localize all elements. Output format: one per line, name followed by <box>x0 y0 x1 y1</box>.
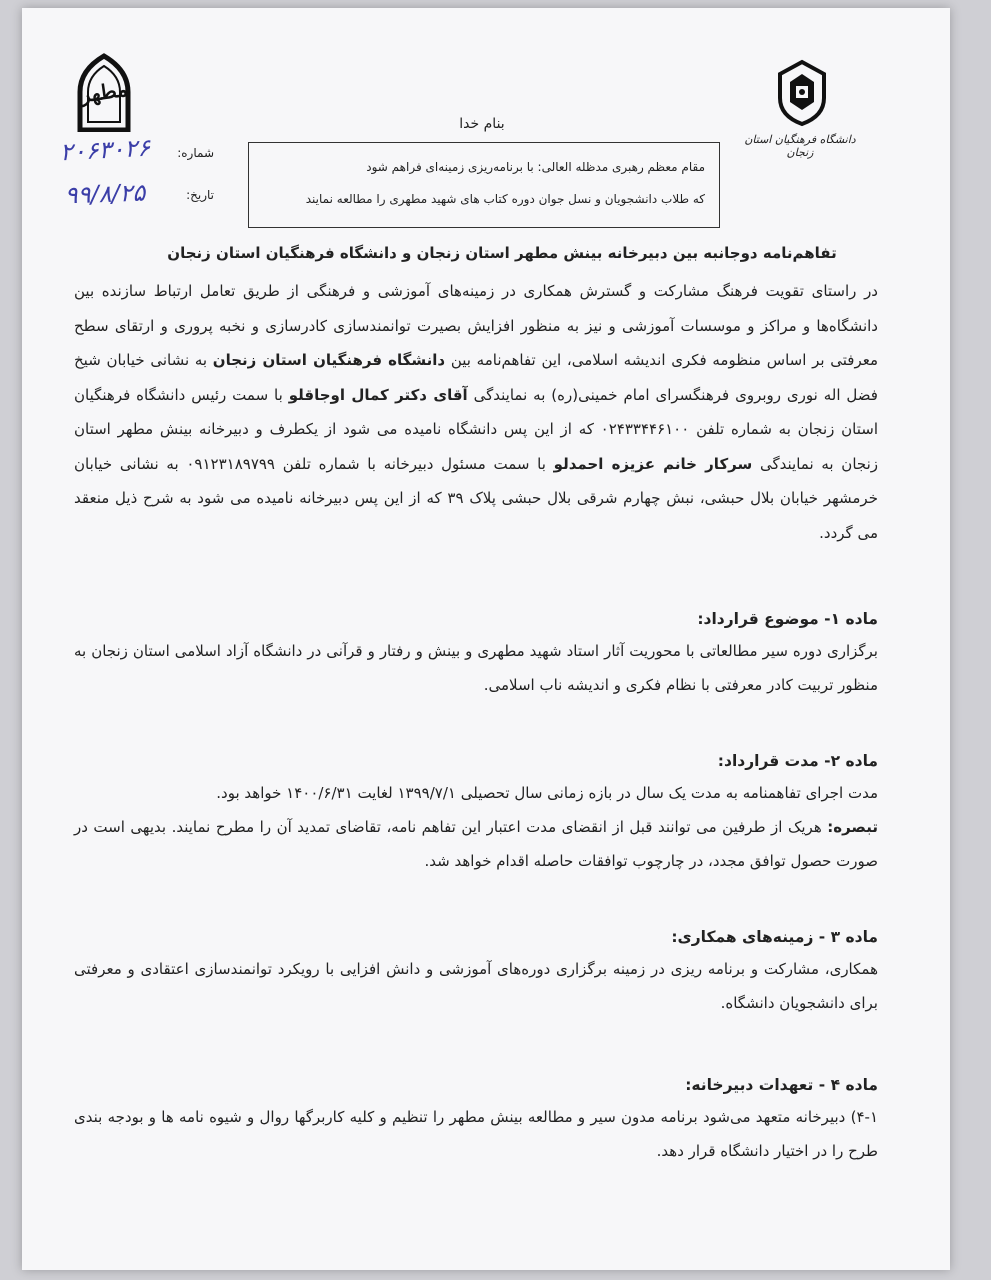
intro-text-2: به نشانی خیابان شیخ فضل اله نوری روبروی فرهنگسرای امام خمینی(ره) به نمایندگی <box>74 351 878 404</box>
university-representative: آقای دکتر کمال اوجاقلو <box>288 385 468 404</box>
date-label: تاریخ: <box>186 188 214 202</box>
article-4-text: ۴-۱) دبیرخانه متعهد می‌شود برنامه مدون سیر و مطالعه بینش مطهر را تنظیم و کلیه کاربرگها روال و شیوه نامه ها و بودجه بندی طرح را در اختیار دانشگاه قرار دهد. <box>74 1108 878 1160</box>
quote-line-1: مقام معظم رهبری مدظله العالی: با برنامه‌ریزی زمینه‌ای فراهم شود <box>366 160 705 174</box>
secretariat-representative: سرکار خانم عزیزه احمدلو <box>553 454 753 473</box>
intro-paragraph <box>74 274 878 550</box>
article-2-text: مدت اجرای تفاهمنامه به مدت یک سال در بازه زمانی سال تحصیلی ۱۳۹۹/۷/۱ لغایت ۱۴۰۰/۶/۳۱ خواهد بود. <box>216 784 878 802</box>
leader-quote-box <box>248 142 720 228</box>
article-1-heading: ماده ۱- موضوع قرارداد: <box>697 610 878 628</box>
binesh-motahar-logo-text: مطهر <box>78 76 130 108</box>
intro-text-3: با سمت رئیس دانشگاه فرهنگیان استان زنجان به شماره تلفن ۰۲۴۳۳۴۴۶۱۰۰ که از این پس دانشگاه نامیده می شود از یکطرف و دبیرخانه بینش مطهر استان زنجان به نمایندگی <box>74 385 878 473</box>
quote-line-2: که طلاب دانشجویان و نسل جوان دوره کتاب های شهید مطهری را مطالعه نمایند <box>305 192 705 206</box>
article-3-heading: ماده ۳ - زمینه‌های همکاری: <box>671 928 878 946</box>
date-value-handwritten: ۹۹/۸/۲۵ <box>64 178 146 210</box>
university-logo-caption: دانشگاه فرهنگیان استان زنجان <box>744 133 856 159</box>
article-3 <box>74 922 878 1020</box>
article-2 <box>74 746 878 878</box>
party-university-name: دانشگاه فرهنگیان استان زنجان <box>212 351 446 369</box>
university-logo <box>772 58 832 128</box>
document-title: تفاهم‌نامه دوجانبه بین دبیرخانه بینش مطهر استان زنجان و دانشگاه فرهنگیان استان زنجان <box>167 244 837 262</box>
intro-text-4: با سمت مسئول دبیرخانه با شماره تلفن ۰۹۱۲۳۱۸۹۷۹۹ به نشانی خیابان خرمشهر خیابان بلال حبشی، نبش چهارم شرقی بلال حبشی پلاک ۳۹ که از این پس دبیرخانه نامیده می شود به شرح ذیل منعقد می گردد. <box>74 454 878 542</box>
article-4 <box>74 1070 878 1168</box>
university-emblem-icon <box>772 58 832 128</box>
number-label: شماره: <box>177 146 214 160</box>
intro-text-1: در راستای تقویت فرهنگ مشارکت و گسترش همکاری در زمینه‌های آموزشی و فرهنگی از طریق تعامل ارتباط سازنده بین دانشگاه‌ها و مراکز و موسسات آموزشی و نیز به منظور افزایش بصیرت توانمندسازی کادرسازی و نخبه پروری و ارتقای سطح معرفتی بر اساس منظومه فکری اندیشه اسلامی، این تفاهم‌نامه بین <box>74 282 879 369</box>
number-value-handwritten: ۲۰۶۳۰۲۶ <box>59 133 151 167</box>
article-2-note-text: هریک از طرفین می توانند قبل از انقضای مدت اعتبار این تفاهم نامه، تقاضای تمدید آن را مطرح نمایند. بدیهی است در صورت حصول توافق مجدد، در چارچوب توافقات حاصله اقدام خواهد شد. <box>74 818 878 870</box>
article-3-text: همکاری، مشارکت و برنامه ریزی در زمینه برگزاری دوره‌های آموزشی و دانش افزایی با رویکرد توانمندسازی اعتقادی و معرفتی برای دانشجویان دانشگاه. <box>74 960 878 1012</box>
article-2-note <box>74 810 878 878</box>
article-2-heading: ماده ۲- مدت قرارداد: <box>717 752 878 770</box>
article-2-note-label: تبصره: <box>827 818 878 836</box>
document-page <box>22 8 950 1270</box>
article-1 <box>74 604 878 702</box>
article-1-text: برگزاری دوره سیر مطالعاتی با محوریت آثار استاد شهید مطهری و بینش و رفتار و قرآنی در دانشگاه آزاد اسلامی استان زنجان به منظور تربیت کادر معرفتی با نظام فکری و اندیشه ناب اسلامی. <box>74 642 878 694</box>
article-4-heading: ماده ۴ - تعهدات دبیرخانه: <box>685 1076 878 1094</box>
bismillah: بنام خدا <box>459 116 505 132</box>
